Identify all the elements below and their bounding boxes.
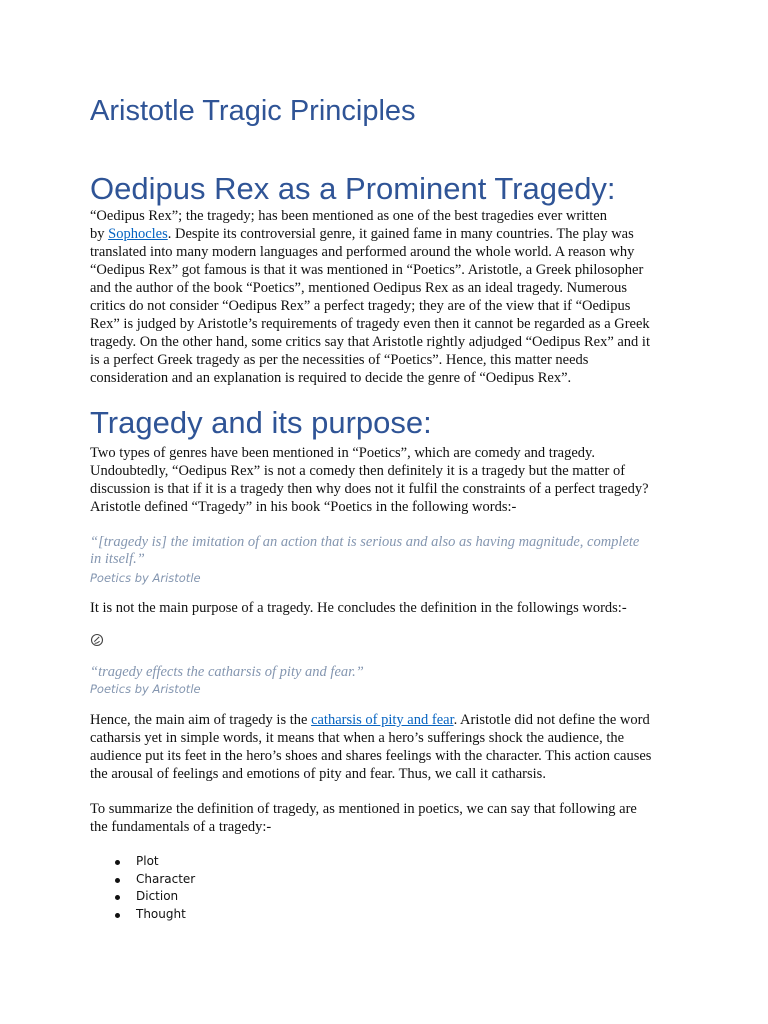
- text-line: discussion is that if it is a tragedy then why does not it fulfil the constraints of a perfect tragedy?: [90, 481, 649, 497]
- text-fragment: . Despite its controversial genre, it gained fame in many countries. The play was: [167, 226, 634, 242]
- text-line: the arousal of feelings and emotions of pity and fear. Thus, we call it catharsis.: [90, 766, 546, 782]
- section-heading-tragedy-purpose: Tragedy and its purpose:: [90, 405, 432, 440]
- quote-catharsis: [90, 664, 710, 681]
- quote-tragedy-definition: [90, 534, 710, 568]
- list-item: [112, 871, 195, 889]
- bullet-icon: [115, 878, 120, 883]
- text-line: Undoubtedly, “Oedipus Rex” is not a comedy then definitely it is a tragedy but the matter of: [90, 463, 626, 479]
- quote-line: “tragedy effects the catharsis of pity and fear.”: [90, 664, 364, 680]
- text-line: consideration and an explanation is required to decide the genre of “Oedipus Rex”.: [90, 370, 572, 386]
- paragraph-summary: [90, 800, 690, 836]
- list-item-label: Diction: [136, 889, 179, 903]
- list-item-label: Thought: [136, 906, 186, 921]
- text-line: [90, 225, 690, 243]
- list-item: [112, 853, 195, 871]
- text-line: [90, 711, 690, 729]
- bullet-icon: [115, 913, 120, 918]
- text-fragment: by: [90, 226, 109, 242]
- text-line: Aristotle defined “Tragedy” in his book “Poetics in the following words:-: [90, 499, 517, 515]
- fundamentals-list: [112, 853, 195, 923]
- list-item-label: Plot: [136, 854, 159, 868]
- circled-slash-icon: [90, 633, 104, 647]
- text-line: To summarize the definition of tragedy, as mentioned in poetics, we can say that following are: [90, 801, 637, 817]
- quote-citation: Poetics by Aristotle: [90, 682, 201, 696]
- quote-line: in itself.”: [90, 551, 145, 567]
- text-line: and the author of the book “Poetics”, mentioned Oedipus Rex as an ideal tragedy. Numerous: [90, 280, 628, 296]
- paragraph-oedipus-intro: [90, 207, 690, 387]
- text-line: is a perfect Greek tragedy as per the necessities of “Poetics”. Hence, this matter needs: [90, 352, 589, 368]
- document-title: Aristotle Tragic Principles: [90, 95, 416, 127]
- paragraph-main-purpose: [90, 599, 690, 617]
- list-item: [112, 888, 195, 906]
- text-line: It is not the main purpose of a tragedy. He concludes the definition in the followings words:-: [90, 600, 627, 616]
- text-fragment: . Aristotle did not define the word: [453, 712, 650, 728]
- text-line: “Oedipus Rex” got famous is that it was mentioned in “Poetics”. Aristotle, a Greek philosopher: [90, 262, 644, 278]
- text-line: Rex” is judged by Aristotle’s requirements of tragedy even then it cannot be regarded as a Greek: [90, 316, 650, 332]
- bullet-icon: [115, 895, 120, 900]
- text-line: translated into many modern languages and performed around the whole world. A reason why: [90, 244, 635, 260]
- quote-citation: Poetics by Aristotle: [90, 571, 201, 585]
- text-line: “Oedipus Rex”; the tragedy; has been mentioned as one of the best tragedies ever written: [90, 208, 607, 224]
- text-line: catharsis yet in simple words, it means that when a hero’s sufferings shock the audience, the: [90, 730, 625, 746]
- sophocles-link[interactable]: Sophocles: [108, 226, 168, 242]
- paragraph-genres: [90, 444, 690, 516]
- text-line: critics do not consider “Oedipus Rex” a perfect tragedy; they are of the view that if “Oedipus: [90, 298, 631, 314]
- catharsis-link[interactable]: catharsis of pity and fear: [311, 712, 454, 728]
- quote-line: “[tragedy is] the imitation of an action that is serious and also as having magnitude, complete: [90, 534, 640, 550]
- text-fragment: Hence, the main aim of tragedy is the: [90, 712, 312, 728]
- text-line: Two types of genres have been mentioned in “Poetics”, which are comedy and tragedy.: [90, 445, 595, 461]
- list-item-label: Character: [136, 871, 196, 886]
- text-line: the fundamentals of a tragedy:-: [90, 819, 272, 835]
- section-heading-oedipus: Oedipus Rex as a Prominent Tragedy:: [90, 171, 616, 206]
- bullet-icon: [115, 860, 120, 865]
- paragraph-catharsis: [90, 711, 690, 783]
- text-line: tragedy. On the other hand, some critics say that Aristotle rightly adjudged “Oedipus Rex” and it: [90, 334, 650, 350]
- text-line: audience put its feet in the hero’s shoes and shares feelings with the character. This action causes: [90, 748, 652, 764]
- list-item: [112, 906, 195, 924]
